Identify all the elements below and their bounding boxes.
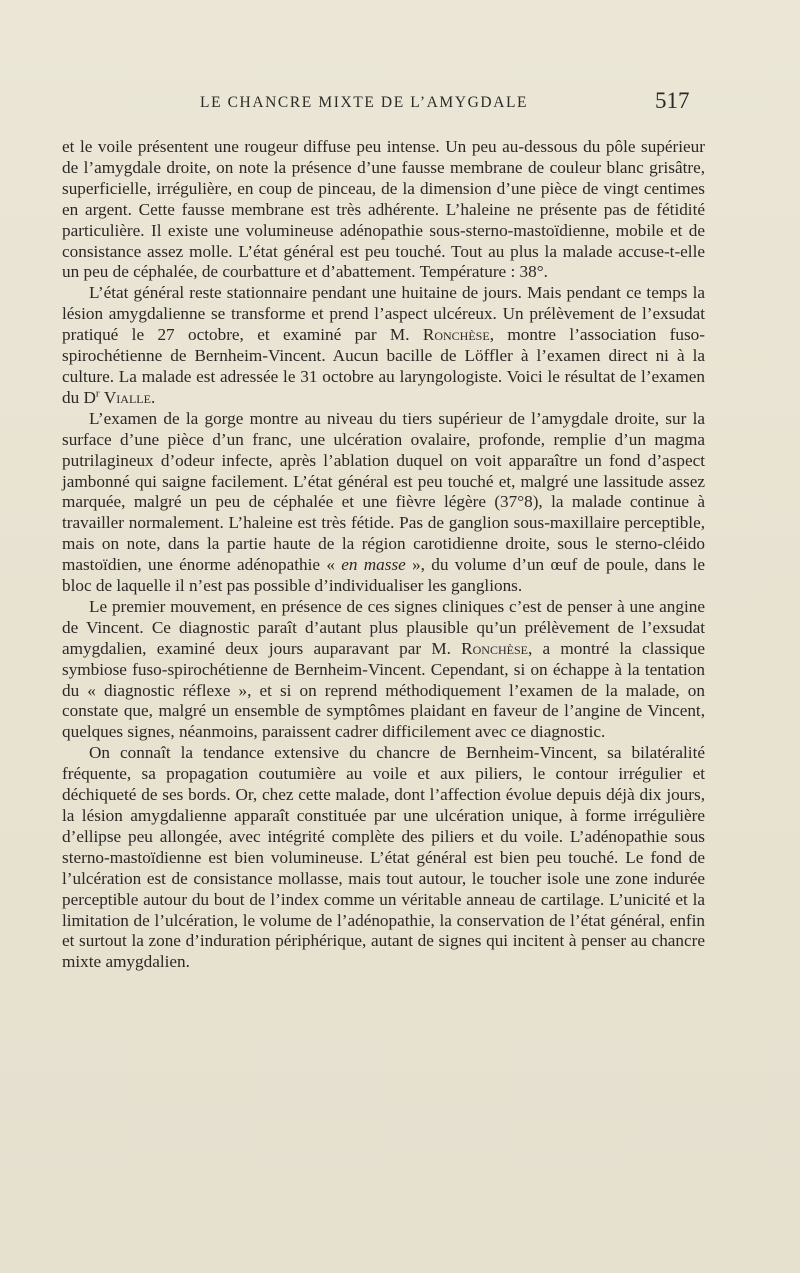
paragraph-1: et le voile présentent une rougeur diffuse peu intense. Un peu au-dessous du pôle supérieur de l’amygdale droite, on note la présence d’une fausse membrane de couleur blanc grisâtre, superficielle, irrégulière, en coup de pinceau, de la dimension d’une pièce de vingt centimes en argent. Cette fausse membrane est très adhérente. L’haleine ne présente pas de fétidité particulière. Il existe une volumineuse adénopathie sous-sterno-mastoïdienne, mobile et de consistance assez molle. L’état général est peu touché. Tout au plus la malade accuse-t-elle un peu de céphalée, de courbatture et d’abattement. Température : 38°. <box>62 137 705 282</box>
author-name-vialle: Vialle <box>103 387 151 407</box>
page-number: 517 <box>655 88 690 113</box>
paragraph-3-text-b: », du volume d’un œuf de poule, dans le bloc de laquelle il n’est pas possible d’individualiser les ganglions. <box>62 555 705 596</box>
paragraph-2-text-c: . <box>150 387 156 407</box>
doctor-abbrev-sup: r <box>95 387 100 400</box>
paragraph-4 <box>62 597 705 743</box>
paragraph-3 <box>62 409 705 597</box>
running-head <box>0 88 800 122</box>
paragraph-4-text-a: Le premier mouvement, en présence de ces signes cliniques c’est de penser à une angine de Vincent. Ce diagnostic paraît d’autant plus plausible qu’un prélèvement de l’exsudat amygdalien, examiné deux jours auparavant par M. <box>62 596 705 658</box>
author-name-ronchese: Ronchèse <box>422 325 490 345</box>
paragraph-2-text-a: L’état général reste stationnaire pendant une huitaine de jours. Mais pendant ce temps la lésion amygdalienne se transforme et prend l’aspect ulcéreux. Un prélèvement de l’exsudat pratiqué le 27 octobre, et examiné par M. <box>62 283 705 345</box>
author-name-ronchese-2: Ronchèse <box>461 638 528 658</box>
paragraph-5: On connaît la tendance extensive du chancre de Bernheim-Vincent, sa bilatéralité fréquente, sa propagation coutumière au voile et aux piliers, le contour irrégulier et déchiqueté de ses bords. Or, chez cette malade, dont l’affection évolue depuis déjà dix jours, la lésion amygdalienne apparaît constituée par une ulcération unique, à forme irrégulière d’ellipse peu allongée, avec intégrité complète des piliers et du voile. L’adénopathie sous sterno-mastoïdienne est bien volumineuse. L’état général est bien peu touché. Le fond de l’ulcération est de consistance mollasse, mais tout autour, le toucher isole une zone indurée perceptible autour du bout de l’index comme un véritable anneau de cartilage. L’unicité et la limitation de l’ulcération, le volume de l’adénopathie, la conservation de l’état général, enfin et surtout la zone d’induration périphérique, autant de signes qui incitent à penser au chancre mixte amygdalien. <box>62 743 705 972</box>
body-text <box>62 137 705 973</box>
paragraph-3-text-a: L’examen de la gorge montre au niveau du tiers supérieur de l’amygdale droite, sur la surface d’une pièce d’un franc, une ulcération ovalaire, profonde, remplie d’un magma putrilagineux d’odeur infecte, après l’ablation duquel on voit apparaître un fond d’aspect jambonné qui saigne facilement. L’état général est peu touché et, malgré une lassitude assez marquée, malgré un peu de céphalée et une fièvre légère (37°8), la malade continue à travailler normalement. L’haleine est très fétide. Pas de ganglion sous-maxillaire perceptible, mais on note, dans la partie haute de la région carotidienne droite, sous le sterno-cléido mastoïdien, une énorme adénopathie « <box>62 408 705 575</box>
paragraph-2 <box>62 283 705 408</box>
italic-en-masse: en masse <box>341 555 406 575</box>
paragraph-4-text-b: , a montré la classique symbiose fuso-spirochétienne de Bernheim-Vincent. Cependant, si on échappe à la tentation du « diagnostic réflexe », et si on reprend méthodiquement l’examen de la malade, on constate que, malgré un ensemble de symptômes plaidant en faveur de l’angine de Vincent, quelques signes, néanmoins, paraissent cadrer difficilement avec ce diagnostic. <box>62 638 705 742</box>
running-title: LE CHANCRE MIXTE DE L’AMYGDALE <box>200 94 529 111</box>
paragraph-2-text-b: , montre l’association fuso-spirochétienne de Bernheim-Vincent. Aucun bacille de Löffler à l’examen direct ni à la culture. La malade est adressée le 31 octobre au laryngologiste. Voici le résultat de l’examen du D <box>62 325 705 407</box>
